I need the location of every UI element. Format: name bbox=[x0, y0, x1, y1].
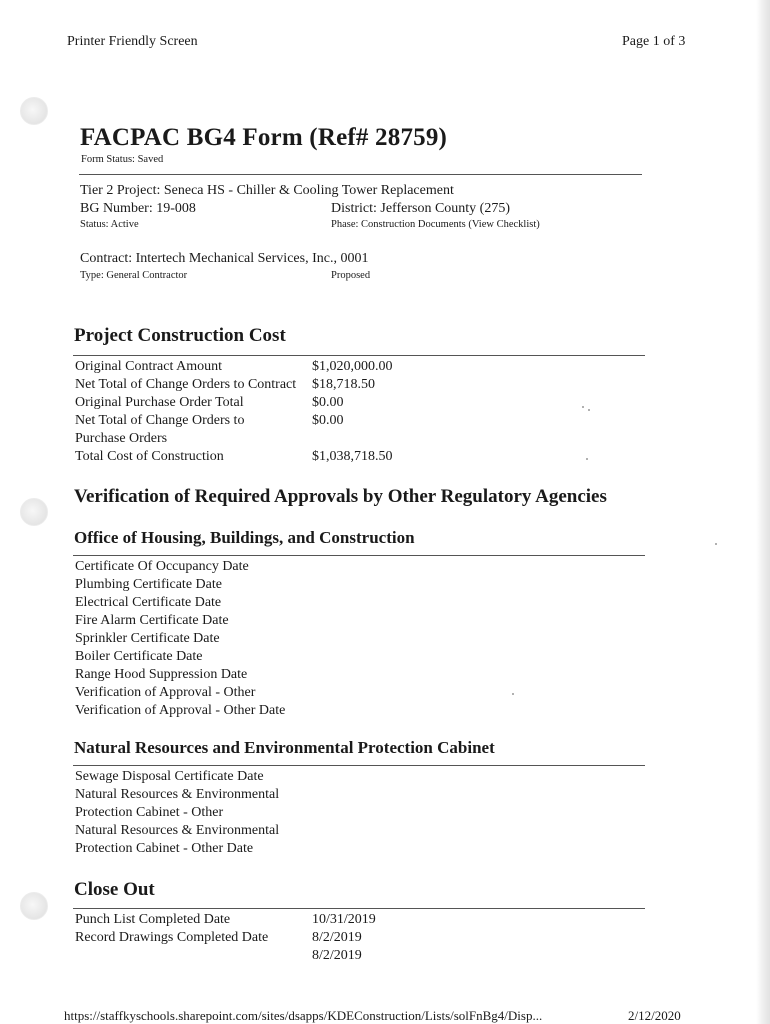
list-item: Protection Cabinet - Other bbox=[75, 805, 224, 820]
table-row bbox=[75, 376, 393, 394]
table-row bbox=[75, 412, 393, 430]
closeout-value: 8/2/2019 bbox=[312, 930, 362, 945]
divider bbox=[79, 174, 642, 175]
scan-edge-shadow bbox=[756, 0, 770, 1024]
print-header-left: Printer Friendly Screen bbox=[67, 34, 198, 49]
list-item: Sprinkler Certificate Date bbox=[75, 631, 220, 646]
footer-date: 2/12/2020 bbox=[628, 1008, 681, 1023]
list-item: Protection Cabinet - Other Date bbox=[75, 841, 254, 856]
cost-value: $0.00 bbox=[312, 395, 344, 410]
closeout-label: Record Drawings Completed Date bbox=[75, 930, 269, 945]
natural-list bbox=[75, 768, 279, 858]
punch-hole-bottom bbox=[20, 892, 48, 920]
cost-label: Total Cost of Construction bbox=[75, 449, 224, 464]
cost-label: Net Total of Change Orders to bbox=[75, 413, 245, 428]
list-item: Plumbing Certificate Date bbox=[75, 577, 222, 592]
bg-number: BG Number: 19-008 bbox=[80, 201, 196, 216]
table-row bbox=[75, 929, 376, 947]
page-number: Page 1 of 3 bbox=[622, 34, 686, 49]
closeout-heading: Close Out bbox=[74, 879, 155, 900]
punch-hole-middle bbox=[20, 498, 48, 526]
housing-heading: Office of Housing, Buildings, and Construction bbox=[74, 528, 415, 547]
list-item: Natural Resources & Environmental bbox=[75, 823, 280, 838]
verification-heading: Verification of Required Approvals by Other Regulatory Agencies bbox=[74, 486, 607, 507]
cost-table bbox=[75, 358, 393, 466]
footer-url[interactable]: https://staffkyschools.sharepoint.com/sites/dsapps/KDEConstruction/Lists/solFnBg4/Disp... bbox=[64, 1008, 543, 1023]
divider bbox=[73, 765, 645, 766]
scan-speck bbox=[582, 406, 584, 408]
list-item: Sewage Disposal Certificate Date bbox=[75, 769, 264, 784]
closeout-label bbox=[75, 947, 312, 965]
table-row bbox=[75, 394, 393, 412]
list-item: Fire Alarm Certificate Date bbox=[75, 613, 229, 628]
cost-label: Original Purchase Order Total bbox=[75, 395, 244, 410]
table-row bbox=[75, 430, 393, 448]
scan-speck bbox=[512, 693, 514, 695]
cost-label: Net Total of Change Orders to Contract bbox=[75, 377, 297, 392]
project-phase[interactable]: Phase: Construction Documents (View Checklist) bbox=[331, 219, 540, 230]
table-row bbox=[75, 448, 393, 466]
closeout-value: 8/2/2019 bbox=[312, 948, 362, 963]
cost-label: Original Contract Amount bbox=[75, 359, 222, 374]
list-item: Boiler Certificate Date bbox=[75, 649, 203, 664]
list-item: Natural Resources & Environmental bbox=[75, 787, 280, 802]
list-item: Verification of Approval - Other Date bbox=[75, 703, 286, 718]
closeout-value: 10/31/2019 bbox=[312, 912, 376, 927]
punch-hole-top bbox=[20, 97, 48, 125]
cost-value: $1,020,000.00 bbox=[312, 359, 393, 374]
contract: Contract: Intertech Mechanical Services, Inc., 0001 bbox=[80, 251, 369, 266]
scan-speck bbox=[715, 543, 717, 545]
cost-value: $1,038,718.50 bbox=[312, 449, 393, 464]
district: District: Jefferson County (275) bbox=[331, 201, 510, 216]
list-item: Certificate Of Occupancy Date bbox=[75, 559, 249, 574]
list-item: Electrical Certificate Date bbox=[75, 595, 222, 610]
closeout-table bbox=[75, 911, 376, 965]
scan-speck bbox=[588, 409, 590, 411]
contract-proposed: Proposed bbox=[331, 270, 371, 281]
table-row bbox=[75, 911, 376, 929]
scan-speck bbox=[586, 458, 588, 460]
form-status: Form Status: Saved bbox=[81, 154, 164, 165]
list-item: Verification of Approval - Other bbox=[75, 685, 256, 700]
table-row bbox=[75, 947, 376, 965]
list-item: Range Hood Suppression Date bbox=[75, 667, 248, 682]
natural-heading: Natural Resources and Environmental Protection Cabinet bbox=[74, 738, 495, 757]
form-title: FACPAC BG4 Form (Ref# 28759) bbox=[80, 124, 448, 151]
divider bbox=[73, 355, 645, 356]
divider bbox=[73, 908, 645, 909]
project-tier: Tier 2 Project: Seneca HS - Chiller & Cooling Tower Replacement bbox=[80, 183, 454, 198]
table-row bbox=[75, 358, 393, 376]
project-status: Status: Active bbox=[80, 219, 139, 230]
cost-heading: Project Construction Cost bbox=[74, 325, 286, 346]
closeout-label: Punch List Completed Date bbox=[75, 912, 231, 927]
cost-value: $18,718.50 bbox=[312, 377, 375, 392]
contract-type: Type: General Contractor bbox=[80, 270, 188, 281]
cost-label: Purchase Orders bbox=[75, 431, 168, 446]
cost-value: $0.00 bbox=[312, 413, 344, 428]
divider bbox=[73, 555, 645, 556]
housing-list bbox=[75, 558, 285, 720]
